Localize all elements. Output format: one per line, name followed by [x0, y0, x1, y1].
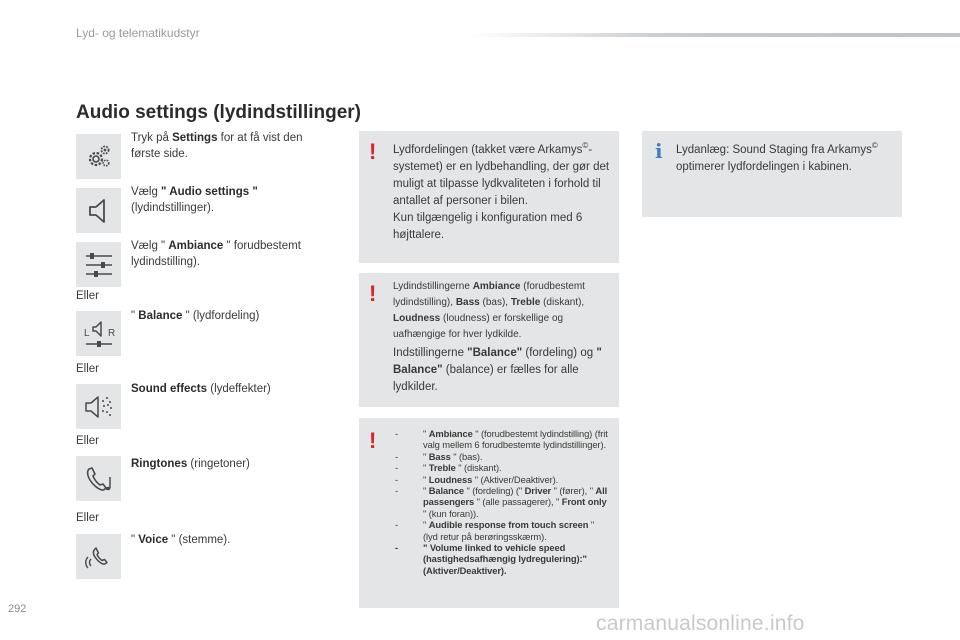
warning-note-sources	[359, 273, 619, 407]
or-label: Eller	[76, 512, 100, 524]
warning-note-arkamys	[359, 131, 619, 263]
list-item: - " Bass " (bas).	[395, 450, 483, 462]
info-note-text: Lydanlæg: Sound Staging fra Arkamys© optimerer lydfordelingen i kabinen.	[676, 141, 878, 173]
step-balance: " Balance " (lydfordeling)	[131, 310, 260, 322]
warning-note-settings-list	[359, 418, 619, 608]
voice-icon	[76, 534, 121, 579]
list-item: - " Treble " (diskant).	[395, 462, 502, 474]
or-label: Eller	[76, 363, 100, 375]
or-label: Eller	[76, 290, 100, 302]
header-rule	[470, 33, 960, 37]
speaker-icon	[76, 188, 121, 233]
settings-list	[395, 428, 611, 576]
info-note-sound-staging	[642, 131, 902, 217]
list-item: - " Audible response from touch screen " (lyd retur på berøringsskærm).	[395, 519, 595, 542]
list-item: - " Balance " (fordeling) (" Driver " (fører), " All passengers " (alle passagerer), " Front only " (kun foran)).	[395, 485, 608, 519]
settings-gear-icon	[76, 134, 121, 179]
step-ringtones: Ringtones (ringetoner)	[131, 458, 250, 470]
sound-effects-icon	[76, 384, 121, 429]
list-item: - " Volume linked to vehicle speed (hastighedsafhængig lydregulering):" (Aktiver/Deaktiver).	[395, 542, 587, 576]
warning-note-text: Lydfordelingen (takket være Arkamys©- systemet) er en lydbehandling, der gør det muligt at tilpasse lydkvaliteten i forhold til antallet af personer i bilen. Kun tilgængelig i konfiguration med 6 højttalere.	[393, 141, 610, 241]
balance-icon	[76, 311, 121, 356]
watermark: carmanualsonline.info	[596, 612, 805, 635]
svg-text:L: L	[83, 327, 90, 339]
step-sound-effects: Sound effects (lydeffekter)	[131, 383, 271, 395]
page-number: 292	[8, 603, 27, 615]
info-icon: i	[655, 139, 663, 163]
step-audio-settings: Vælg " Audio settings " (lydindstillinger).	[131, 186, 258, 214]
step-ambiance: Vælg " Ambiance " forudbestemt lydindstilling).	[131, 240, 301, 268]
svg-text:R: R	[107, 327, 115, 339]
warning-icon: !	[369, 428, 377, 453]
header-section-title: Lyd- og telematikudstyr	[76, 26, 200, 40]
warning-icon: !	[369, 139, 377, 164]
phone-ringtone-icon	[76, 456, 121, 501]
step-settings: Tryk på Settings for at få vist den første side.	[131, 132, 303, 160]
warning-icon: !	[369, 281, 377, 306]
equalizer-icon	[76, 242, 121, 287]
warning-note-text: Lydindstillingerne Ambiance (forudbestemt lydindstilling), Bass (bas), Treble (diskant), Loudness (loudness) er forskellige og uafhængige for hver lydkilde. Indstillingerne "Balance" (fordeling) og " Balance" (balance) er fælles for alle lydkilder.	[393, 281, 602, 393]
or-label: Eller	[76, 435, 100, 447]
list-item: - " Ambiance " (forudbestemt lydindstilling) (frit valg mellem 6 forudbestemte lydindstillinger).	[395, 428, 608, 451]
step-voice: " Voice " (stemme).	[131, 534, 231, 546]
list-item: - " Loudness " (Aktiver/Deaktiver).	[395, 473, 559, 485]
page-title: Audio settings (lydindstillinger)	[76, 102, 361, 123]
